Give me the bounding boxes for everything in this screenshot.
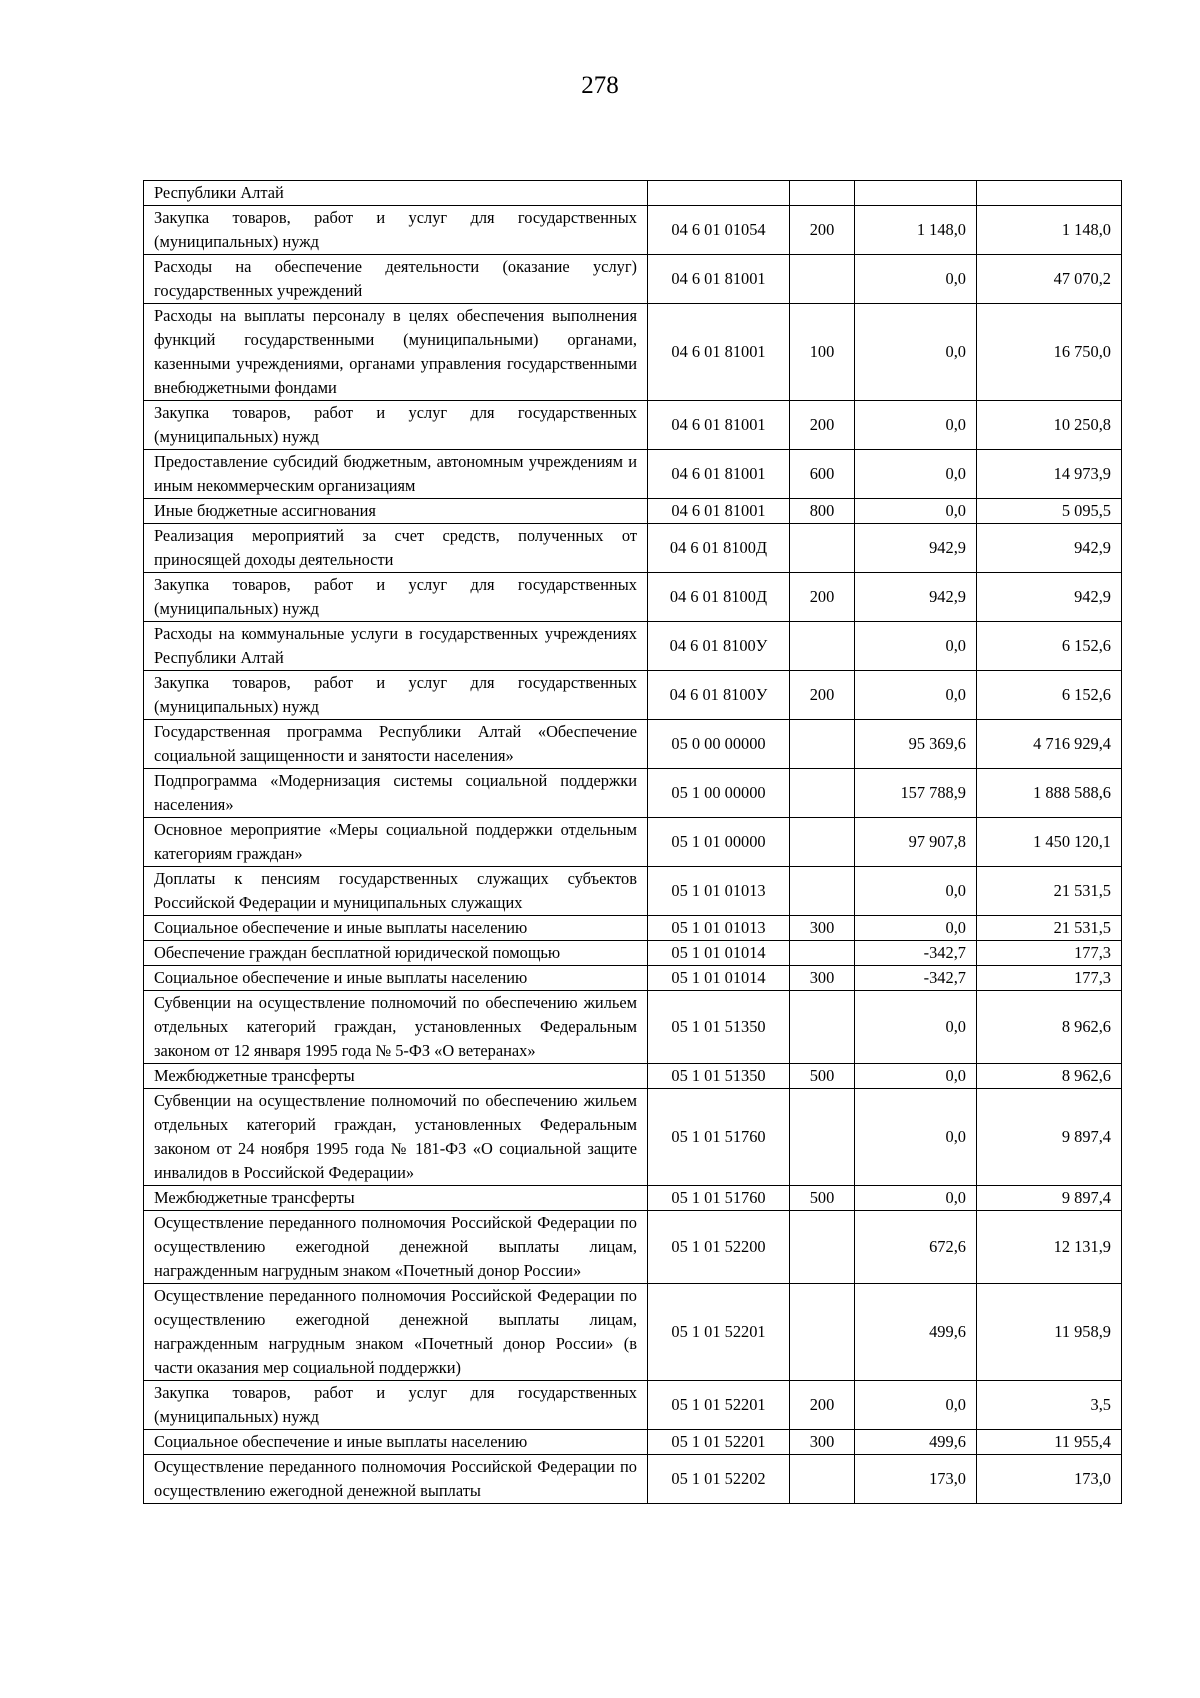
total-amount-cell: 173,0 (977, 1455, 1122, 1504)
expense-name-cell: Республики Алтай (144, 181, 648, 206)
budget-table (143, 180, 1122, 1504)
table-row (144, 304, 1122, 401)
target-article-code-cell: 04 6 01 81001 (648, 304, 790, 401)
change-amount-cell: 0,0 (855, 304, 977, 401)
expense-name-cell: Предоставление субсидий бюджетным, автономным учреждениям и иным некоммерческим организациям (144, 450, 648, 499)
expense-type-code-cell (790, 1455, 855, 1504)
total-amount-cell: 21 531,5 (977, 867, 1122, 916)
table-row (144, 181, 1122, 206)
target-article-code-cell: 05 1 01 52201 (648, 1381, 790, 1430)
total-amount-cell: 1 888 588,6 (977, 769, 1122, 818)
table-row (144, 1381, 1122, 1430)
table-row (144, 991, 1122, 1064)
expense-name-cell: Социальное обеспечение и иные выплаты населению (144, 966, 648, 991)
change-amount-cell: 97 907,8 (855, 818, 977, 867)
expense-type-code-cell: 200 (790, 671, 855, 720)
table-row (144, 255, 1122, 304)
table-row (144, 867, 1122, 916)
total-amount-cell: 21 531,5 (977, 916, 1122, 941)
target-article-code-cell: 04 6 01 8100Д (648, 524, 790, 573)
change-amount-cell: 0,0 (855, 1089, 977, 1186)
expense-type-code-cell: 500 (790, 1186, 855, 1211)
expense-type-code-cell (790, 1211, 855, 1284)
total-amount-cell: 4 716 929,4 (977, 720, 1122, 769)
change-amount-cell: -342,7 (855, 966, 977, 991)
change-amount-cell: 1 148,0 (855, 206, 977, 255)
expense-name-cell: Подпрограмма «Модернизация системы социальной поддержки населения» (144, 769, 648, 818)
change-amount-cell: 157 788,9 (855, 769, 977, 818)
total-amount-cell: 14 973,9 (977, 450, 1122, 499)
change-amount-cell: 942,9 (855, 524, 977, 573)
expense-name-cell: Субвенции на осуществление полномочий по обеспечению жильем отдельных категорий граждан, установленных Федеральным законом от 12 января 1995 года № 5-ФЗ «О ветеранах» (144, 991, 648, 1064)
total-amount-cell (977, 181, 1122, 206)
expense-name-cell: Государственная программа Республики Алтай «Обеспечение социальной защищенности и занятости населения» (144, 720, 648, 769)
expense-name-cell: Обеспечение граждан бесплатной юридической помощью (144, 941, 648, 966)
expense-type-code-cell: 800 (790, 499, 855, 524)
table-row (144, 1455, 1122, 1504)
expense-type-code-cell: 200 (790, 573, 855, 622)
expense-name-cell: Расходы на обеспечение деятельности (оказание услуг) государственных учреждений (144, 255, 648, 304)
table-row (144, 1211, 1122, 1284)
expense-type-code-cell (790, 524, 855, 573)
target-article-code-cell: 04 6 01 8100У (648, 671, 790, 720)
expense-type-code-cell (790, 720, 855, 769)
change-amount-cell: 0,0 (855, 671, 977, 720)
expense-type-code-cell (790, 991, 855, 1064)
target-article-code-cell: 04 6 01 81001 (648, 401, 790, 450)
expense-name-cell: Субвенции на осуществление полномочий по обеспечению жильем отдельных категорий граждан, установленных Федеральным законом от 24 ноября 1995 года № 181-ФЗ «О социальной защите инвалидов в Российской Федерации» (144, 1089, 648, 1186)
page-number: 278 (581, 72, 619, 99)
table-row (144, 1430, 1122, 1455)
table-row (144, 573, 1122, 622)
change-amount-cell: 0,0 (855, 450, 977, 499)
target-article-code-cell: 04 6 01 01054 (648, 206, 790, 255)
expense-type-code-cell (790, 255, 855, 304)
change-amount-cell: 0,0 (855, 401, 977, 450)
expense-type-code-cell: 100 (790, 304, 855, 401)
change-amount-cell: 0,0 (855, 1064, 977, 1089)
total-amount-cell: 12 131,9 (977, 1211, 1122, 1284)
expense-type-code-cell: 200 (790, 206, 855, 255)
total-amount-cell: 942,9 (977, 524, 1122, 573)
expense-type-code-cell (790, 941, 855, 966)
table-row (144, 769, 1122, 818)
table-row (144, 1064, 1122, 1089)
expense-name-cell: Закупка товаров, работ и услуг для государственных (муниципальных) нужд (144, 1381, 648, 1430)
expense-type-code-cell: 600 (790, 450, 855, 499)
total-amount-cell: 8 962,6 (977, 991, 1122, 1064)
expense-name-cell: Доплаты к пенсиям государственных служащих субъектов Российской Федерации и муниципальных служащих (144, 867, 648, 916)
target-article-code-cell: 05 1 01 01014 (648, 966, 790, 991)
change-amount-cell: 499,6 (855, 1430, 977, 1455)
expense-type-code-cell (790, 818, 855, 867)
expense-type-code-cell (790, 769, 855, 818)
expense-name-cell: Осуществление переданного полномочия Российской Федерации по осуществлению ежегодной денежной выплаты лицам, награжденным нагрудным знаком «Почетный донор России» (в части оказания мер социальной поддержки) (144, 1284, 648, 1381)
expense-type-code-cell: 500 (790, 1064, 855, 1089)
target-article-code-cell: 05 1 01 51350 (648, 991, 790, 1064)
target-article-code-cell: 05 1 01 51350 (648, 1064, 790, 1089)
expense-type-code-cell (790, 622, 855, 671)
table-row (144, 720, 1122, 769)
target-article-code-cell: 05 1 00 00000 (648, 769, 790, 818)
total-amount-cell: 10 250,8 (977, 401, 1122, 450)
expense-name-cell: Социальное обеспечение и иные выплаты населению (144, 1430, 648, 1455)
target-article-code-cell: 05 1 01 51760 (648, 1089, 790, 1186)
expense-type-code-cell: 200 (790, 401, 855, 450)
expense-name-cell: Осуществление переданного полномочия Российской Федерации по осуществлению ежегодной денежной выплаты лицам, награжденным нагрудным знаком «Почетный донор России» (144, 1211, 648, 1284)
expense-name-cell: Закупка товаров, работ и услуг для государственных (муниципальных) нужд (144, 671, 648, 720)
expense-type-code-cell (790, 181, 855, 206)
change-amount-cell: 499,6 (855, 1284, 977, 1381)
total-amount-cell: 11 955,4 (977, 1430, 1122, 1455)
target-article-code-cell: 04 6 01 81001 (648, 450, 790, 499)
change-amount-cell: 0,0 (855, 916, 977, 941)
target-article-code-cell: 05 1 01 00000 (648, 818, 790, 867)
change-amount-cell: 672,6 (855, 1211, 977, 1284)
target-article-code-cell (648, 181, 790, 206)
table-row (144, 671, 1122, 720)
change-amount-cell: 0,0 (855, 1381, 977, 1430)
expense-name-cell: Межбюджетные трансферты (144, 1064, 648, 1089)
change-amount-cell: -342,7 (855, 941, 977, 966)
expense-name-cell: Расходы на коммунальные услуги в государственных учреждениях Республики Алтай (144, 622, 648, 671)
target-article-code-cell: 04 6 01 8100У (648, 622, 790, 671)
change-amount-cell: 0,0 (855, 255, 977, 304)
table-row (144, 1284, 1122, 1381)
target-article-code-cell: 05 1 01 01014 (648, 941, 790, 966)
total-amount-cell: 16 750,0 (977, 304, 1122, 401)
total-amount-cell: 1 148,0 (977, 206, 1122, 255)
table-row (144, 401, 1122, 450)
expense-name-cell: Осуществление переданного полномочия Российской Федерации по осуществлению ежегодной денежной выплаты (144, 1455, 648, 1504)
target-article-code-cell: 05 1 01 52202 (648, 1455, 790, 1504)
target-article-code-cell: 04 6 01 81001 (648, 255, 790, 304)
total-amount-cell: 177,3 (977, 966, 1122, 991)
table-row (144, 1089, 1122, 1186)
expense-name-cell: Межбюджетные трансферты (144, 1186, 648, 1211)
total-amount-cell: 1 450 120,1 (977, 818, 1122, 867)
table-row (144, 916, 1122, 941)
expense-name-cell: Социальное обеспечение и иные выплаты населению (144, 916, 648, 941)
total-amount-cell: 11 958,9 (977, 1284, 1122, 1381)
expense-name-cell: Закупка товаров, работ и услуг для государственных (муниципальных) нужд (144, 206, 648, 255)
expense-type-code-cell (790, 867, 855, 916)
total-amount-cell: 47 070,2 (977, 255, 1122, 304)
target-article-code-cell: 05 1 01 51760 (648, 1186, 790, 1211)
expense-type-code-cell (790, 1284, 855, 1381)
expense-name-cell: Расходы на выплаты персоналу в целях обеспечения выполнения функций государственными (муниципальными) органами, казенными учреждениями, органами управления государственными внебюджетными фондами (144, 304, 648, 401)
table-row (144, 450, 1122, 499)
target-article-code-cell: 05 1 01 01013 (648, 867, 790, 916)
table-row (144, 941, 1122, 966)
target-article-code-cell: 05 1 01 52200 (648, 1211, 790, 1284)
total-amount-cell: 177,3 (977, 941, 1122, 966)
change-amount-cell: 95 369,6 (855, 720, 977, 769)
table-row (144, 499, 1122, 524)
expense-name-cell: Закупка товаров, работ и услуг для государственных (муниципальных) нужд (144, 573, 648, 622)
change-amount-cell: 0,0 (855, 499, 977, 524)
table-row (144, 966, 1122, 991)
target-article-code-cell: 05 1 01 52201 (648, 1430, 790, 1455)
expense-name-cell: Реализация мероприятий за счет средств, полученных от приносящей доходы деятельности (144, 524, 648, 573)
expense-type-code-cell: 200 (790, 1381, 855, 1430)
change-amount-cell: 0,0 (855, 622, 977, 671)
total-amount-cell: 8 962,6 (977, 1064, 1122, 1089)
table-row (144, 818, 1122, 867)
table-row (144, 206, 1122, 255)
expense-type-code-cell: 300 (790, 966, 855, 991)
table-row (144, 524, 1122, 573)
total-amount-cell: 942,9 (977, 573, 1122, 622)
total-amount-cell: 5 095,5 (977, 499, 1122, 524)
total-amount-cell: 9 897,4 (977, 1089, 1122, 1186)
target-article-code-cell: 05 1 01 01013 (648, 916, 790, 941)
change-amount-cell: 0,0 (855, 867, 977, 916)
total-amount-cell: 3,5 (977, 1381, 1122, 1430)
change-amount-cell: 0,0 (855, 1186, 977, 1211)
target-article-code-cell: 04 6 01 8100Д (648, 573, 790, 622)
change-amount-cell (855, 181, 977, 206)
target-article-code-cell: 05 0 00 00000 (648, 720, 790, 769)
expense-type-code-cell (790, 1089, 855, 1186)
total-amount-cell: 9 897,4 (977, 1186, 1122, 1211)
change-amount-cell: 0,0 (855, 991, 977, 1064)
expense-type-code-cell: 300 (790, 1430, 855, 1455)
change-amount-cell: 173,0 (855, 1455, 977, 1504)
total-amount-cell: 6 152,6 (977, 671, 1122, 720)
target-article-code-cell: 04 6 01 81001 (648, 499, 790, 524)
budget-table-body (144, 181, 1122, 1504)
expense-name-cell: Основное мероприятие «Меры социальной поддержки отдельным категориям граждан» (144, 818, 648, 867)
table-row (144, 1186, 1122, 1211)
change-amount-cell: 942,9 (855, 573, 977, 622)
table-row (144, 622, 1122, 671)
expense-name-cell: Закупка товаров, работ и услуг для государственных (муниципальных) нужд (144, 401, 648, 450)
total-amount-cell: 6 152,6 (977, 622, 1122, 671)
expense-name-cell: Иные бюджетные ассигнования (144, 499, 648, 524)
expense-type-code-cell: 300 (790, 916, 855, 941)
target-article-code-cell: 05 1 01 52201 (648, 1284, 790, 1381)
